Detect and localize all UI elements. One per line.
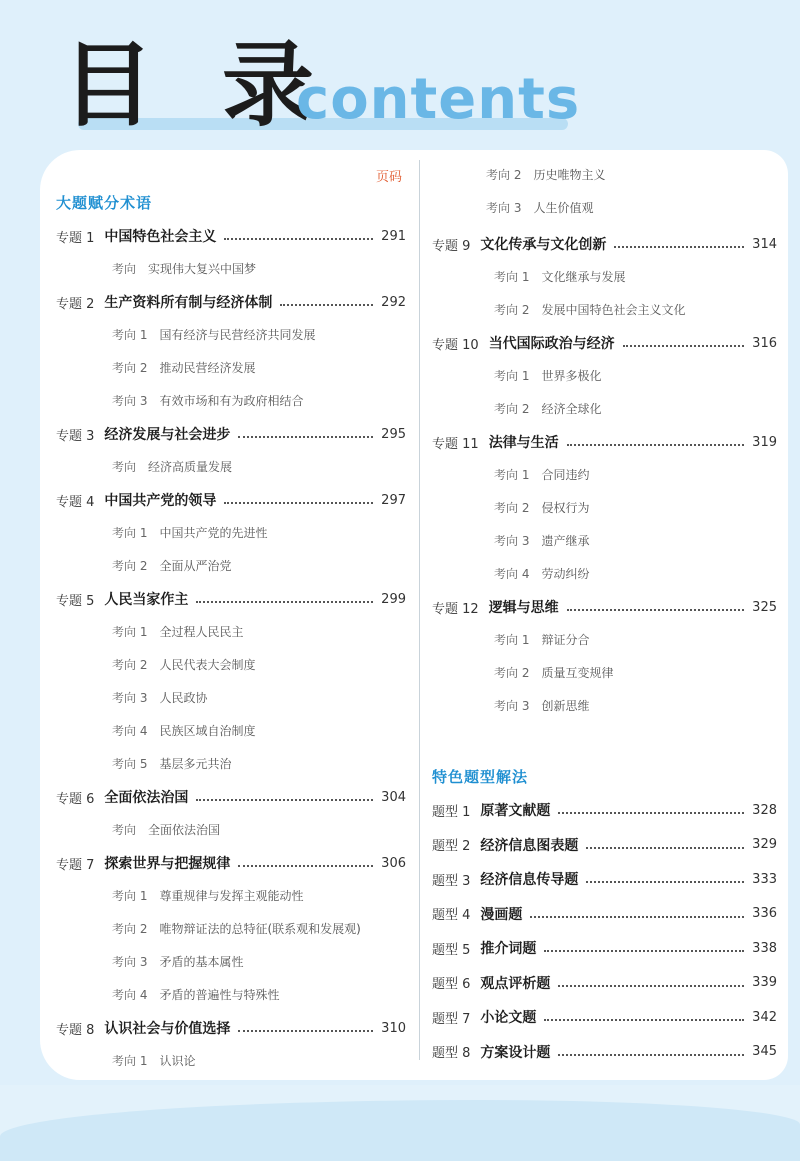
subtopic-number: 考向 2 bbox=[112, 921, 148, 936]
subtopic-entry[interactable] bbox=[494, 564, 589, 582]
subtopic-entry[interactable] bbox=[494, 300, 685, 318]
leader-dots bbox=[280, 304, 373, 306]
question-type-title: 经济信息传导题 bbox=[480, 872, 579, 888]
subtopic-number: 考向 3 bbox=[486, 200, 522, 215]
subtopic-entry[interactable] bbox=[494, 531, 589, 549]
subtopic-title: 民族区域自治制度 bbox=[159, 723, 256, 738]
page-number: 325 bbox=[752, 599, 777, 615]
subtopic-title: 劳动纠纷 bbox=[541, 566, 590, 581]
page-number: 339 bbox=[752, 975, 777, 990]
subtopic-title: 全面依法治国 bbox=[148, 822, 221, 837]
page-number: 342 bbox=[752, 1009, 777, 1025]
page-number-label: 页码 bbox=[376, 170, 403, 185]
subtopic-number: 考向 2 bbox=[486, 167, 522, 182]
topic-entry[interactable] bbox=[56, 226, 406, 246]
topic-number: 专题 5 bbox=[56, 593, 95, 609]
page-number: 304 bbox=[381, 789, 406, 805]
subtopic-title: 经济高质量发展 bbox=[148, 459, 233, 474]
page-number: 291 bbox=[381, 228, 406, 244]
subtopic-number: 考向 3 bbox=[112, 393, 148, 408]
question-type-title: 小论文题 bbox=[480, 1010, 537, 1026]
topic-title: 法律与生活 bbox=[488, 435, 559, 451]
subtopic-entry[interactable] bbox=[112, 919, 361, 937]
subtopic-title: 矛盾的普遍性与特殊性 bbox=[159, 987, 280, 1002]
question-type-number: 题型 4 bbox=[432, 908, 471, 923]
question-type-entry[interactable] bbox=[432, 904, 777, 924]
leader-dots bbox=[224, 238, 373, 240]
leader-dots bbox=[614, 246, 744, 248]
page-number: 310 bbox=[381, 1020, 406, 1036]
page-header bbox=[0, 0, 800, 170]
subtopic-number: 考向 1 bbox=[494, 467, 530, 482]
subtopic-entry[interactable] bbox=[112, 754, 231, 772]
subtopic-number: 考向 1 bbox=[112, 327, 148, 342]
page-number: 295 bbox=[381, 426, 406, 442]
subtopic-entry[interactable] bbox=[112, 886, 303, 904]
question-type-number: 题型 2 bbox=[432, 839, 471, 854]
subtopic-entry[interactable] bbox=[494, 696, 589, 714]
question-type-entry[interactable] bbox=[432, 835, 777, 855]
subtopic-number: 考向 1 bbox=[112, 1053, 148, 1068]
subtopic-title: 中国共产党的先进性 bbox=[159, 525, 268, 540]
subtopic-title: 发展中国特色社会主义文化 bbox=[541, 302, 686, 317]
subtopic-entry[interactable] bbox=[486, 165, 605, 183]
topic-entry[interactable] bbox=[432, 432, 777, 452]
topic-entry[interactable] bbox=[56, 490, 406, 510]
subtopic-entry[interactable] bbox=[112, 952, 243, 970]
leader-dots bbox=[544, 950, 744, 952]
subtopic-title: 唯物辩证法的总特征(联系观和发展观) bbox=[159, 921, 361, 936]
subtopic-entry[interactable] bbox=[112, 721, 255, 739]
question-type-title: 原著文献题 bbox=[480, 803, 551, 819]
leader-dots bbox=[567, 444, 744, 446]
subtopic-entry[interactable] bbox=[112, 655, 255, 673]
topic-title: 人民当家作主 bbox=[104, 592, 189, 608]
subtopic-title: 实现伟大复兴中国梦 bbox=[148, 261, 257, 276]
page-number: 297 bbox=[381, 492, 406, 508]
subtopic-number: 考向 bbox=[112, 459, 137, 474]
subtopic-entry[interactable] bbox=[494, 663, 613, 681]
leader-dots bbox=[558, 1054, 744, 1056]
subtopic-title: 历史唯物主义 bbox=[533, 167, 606, 182]
topic-number: 专题 12 bbox=[432, 601, 479, 617]
subtopic-entry[interactable] bbox=[112, 985, 279, 1003]
subtopic-title: 有效市场和有为政府相结合 bbox=[159, 393, 304, 408]
question-type-number: 题型 6 bbox=[432, 977, 471, 992]
subtopic-number: 考向 3 bbox=[112, 954, 148, 969]
subtopic-number: 考向 2 bbox=[494, 302, 530, 317]
subtopic-number: 考向 1 bbox=[112, 624, 148, 639]
topic-title: 经济发展与社会进步 bbox=[104, 427, 231, 443]
subtopic-title: 合同违约 bbox=[541, 467, 590, 482]
topic-entry[interactable] bbox=[56, 1018, 406, 1038]
leader-dots bbox=[238, 865, 373, 867]
question-type-title: 观点评析题 bbox=[480, 975, 551, 992]
subtopic-entry[interactable] bbox=[112, 820, 220, 838]
leader-dots bbox=[544, 1019, 744, 1021]
subtopic-entry[interactable] bbox=[112, 358, 255, 376]
subtopic-number: 考向 1 bbox=[112, 525, 148, 540]
section-title-question-types: 特色题型解法 bbox=[432, 768, 529, 786]
question-type-title: 漫画题 bbox=[480, 906, 523, 923]
subtopic-entry[interactable] bbox=[112, 622, 243, 640]
page-number: 329 bbox=[752, 837, 777, 852]
topic-number: 专题 3 bbox=[56, 428, 95, 444]
page-number: 314 bbox=[752, 236, 777, 252]
topic-number: 专题 1 bbox=[56, 230, 95, 246]
leader-dots bbox=[530, 916, 744, 918]
subtopic-title: 推动民营经济发展 bbox=[159, 360, 256, 375]
subtopic-number: 考向 5 bbox=[112, 756, 148, 771]
question-type-entry[interactable] bbox=[432, 1007, 777, 1027]
topic-entry[interactable] bbox=[432, 333, 777, 353]
question-type-entry[interactable] bbox=[432, 938, 777, 958]
leader-dots bbox=[196, 799, 373, 801]
subtopic-title: 世界多极化 bbox=[541, 368, 602, 383]
page-title-english: contents bbox=[296, 67, 581, 132]
subtopic-title: 经济全球化 bbox=[541, 401, 602, 416]
subtopic-title: 创新思维 bbox=[541, 698, 590, 713]
subtopic-title: 辩证分合 bbox=[541, 632, 590, 647]
subtopic-number: 考向 2 bbox=[112, 360, 148, 375]
subtopic-title: 基层多元共治 bbox=[159, 756, 232, 771]
topic-title: 中国共产党的领导 bbox=[104, 493, 217, 509]
subtopic-entry[interactable] bbox=[494, 267, 625, 285]
topic-number: 专题 6 bbox=[56, 791, 95, 807]
column-divider bbox=[419, 160, 420, 1060]
subtopic-title: 人生价值观 bbox=[533, 200, 594, 215]
question-type-title: 推介词题 bbox=[480, 941, 537, 957]
question-type-number: 题型 7 bbox=[432, 1011, 471, 1027]
topic-entry[interactable] bbox=[56, 292, 406, 312]
section-title-scoring-terms: 大题赋分术语 bbox=[56, 194, 153, 212]
leader-dots bbox=[238, 1030, 373, 1032]
subtopic-title: 侵权行为 bbox=[541, 500, 590, 515]
subtopic-entry[interactable] bbox=[494, 366, 601, 384]
subtopic-number: 考向 2 bbox=[494, 401, 530, 416]
subtopic-entry[interactable] bbox=[494, 399, 601, 417]
subtopic-number: 考向 4 bbox=[112, 987, 148, 1002]
page-number: 333 bbox=[752, 871, 777, 887]
subtopic-entry[interactable] bbox=[112, 259, 256, 277]
question-type-entry[interactable] bbox=[432, 869, 777, 889]
topic-number: 专题 2 bbox=[56, 296, 95, 312]
topic-number: 专题 7 bbox=[56, 857, 95, 873]
page-number: 292 bbox=[381, 294, 406, 310]
leader-dots bbox=[558, 985, 744, 987]
topic-number: 专题 11 bbox=[432, 436, 479, 452]
topic-title: 生产资料所有制与经济体制 bbox=[104, 295, 273, 311]
subtopic-number: 考向 1 bbox=[494, 269, 530, 284]
topic-title: 中国特色社会主义 bbox=[104, 229, 217, 245]
subtopic-number: 考向 1 bbox=[494, 632, 530, 647]
subtopic-number: 考向 1 bbox=[494, 368, 530, 383]
topic-number: 专题 4 bbox=[56, 494, 95, 510]
subtopic-title: 全面从严治党 bbox=[159, 558, 232, 573]
topic-entry[interactable] bbox=[56, 853, 406, 873]
subtopic-entry[interactable] bbox=[112, 523, 267, 541]
page-number: 328 bbox=[752, 802, 777, 818]
subtopic-title: 尊重规律与发挥主观能动性 bbox=[159, 888, 304, 903]
leader-dots bbox=[586, 847, 744, 849]
subtopic-number: 考向 2 bbox=[494, 500, 530, 515]
page-number: 299 bbox=[381, 591, 406, 607]
leader-dots bbox=[238, 436, 373, 438]
subtopic-entry[interactable] bbox=[494, 465, 589, 483]
topic-title: 探索世界与把握规律 bbox=[104, 856, 231, 872]
topic-entry[interactable] bbox=[56, 424, 406, 444]
question-type-entry[interactable] bbox=[432, 800, 777, 820]
page-number: 306 bbox=[381, 855, 406, 871]
page-number: 336 bbox=[752, 906, 777, 921]
subtopic-entry[interactable] bbox=[112, 1051, 195, 1069]
subtopic-entry[interactable] bbox=[112, 325, 315, 343]
subtopic-entry[interactable] bbox=[486, 198, 593, 216]
subtopic-title: 遗产继承 bbox=[541, 533, 590, 548]
leader-dots bbox=[623, 345, 744, 347]
leader-dots bbox=[586, 881, 744, 883]
page-number: 345 bbox=[752, 1044, 777, 1059]
question-type-entry[interactable] bbox=[432, 973, 777, 993]
subtopic-title: 文化继承与发展 bbox=[541, 269, 626, 284]
topic-title: 认识社会与价值选择 bbox=[104, 1021, 231, 1037]
topic-title: 全面依法治国 bbox=[104, 790, 189, 806]
subtopic-number: 考向 2 bbox=[494, 665, 530, 680]
topic-entry[interactable] bbox=[432, 234, 777, 254]
page-number: 338 bbox=[752, 940, 777, 956]
question-type-title: 方案设计题 bbox=[480, 1044, 551, 1061]
subtopic-entry[interactable] bbox=[112, 391, 303, 409]
subtopic-number: 考向 3 bbox=[494, 698, 530, 713]
subtopic-entry[interactable] bbox=[112, 556, 231, 574]
subtopic-title: 人民代表大会制度 bbox=[159, 657, 256, 672]
question-type-number: 题型 8 bbox=[432, 1046, 471, 1061]
subtopic-number: 考向 4 bbox=[494, 566, 530, 581]
subtopic-title: 质量互变规律 bbox=[541, 665, 614, 680]
leader-dots bbox=[567, 609, 744, 611]
page-title-chinese: 目 录 bbox=[62, 32, 333, 139]
question-type-number: 题型 3 bbox=[432, 873, 471, 889]
subtopic-title: 人民政协 bbox=[159, 690, 208, 705]
leader-dots bbox=[196, 601, 373, 603]
subtopic-number: 考向 bbox=[112, 261, 137, 276]
page-number: 316 bbox=[752, 335, 777, 351]
subtopic-entry[interactable] bbox=[494, 498, 589, 516]
subtopic-number: 考向 4 bbox=[112, 723, 148, 738]
question-type-number: 题型 5 bbox=[432, 942, 471, 958]
subtopic-title: 全过程人民民主 bbox=[159, 624, 244, 639]
topic-entry[interactable] bbox=[56, 787, 406, 807]
topic-number: 专题 9 bbox=[432, 238, 471, 254]
topic-entry[interactable] bbox=[56, 589, 406, 609]
topic-number: 专题 8 bbox=[56, 1022, 95, 1038]
question-type-title: 经济信息图表题 bbox=[480, 837, 579, 854]
topic-title: 逻辑与思维 bbox=[488, 600, 559, 616]
subtopic-entry[interactable] bbox=[112, 688, 207, 706]
subtopic-number: 考向 2 bbox=[112, 558, 148, 573]
page-number: 319 bbox=[752, 434, 777, 450]
subtopic-number: 考向 3 bbox=[112, 690, 148, 705]
subtopic-number: 考向 bbox=[112, 822, 137, 837]
subtopic-title: 国有经济与民营经济共同发展 bbox=[159, 327, 316, 342]
leader-dots bbox=[224, 502, 373, 504]
question-type-number: 题型 1 bbox=[432, 804, 471, 820]
subtopic-title: 认识论 bbox=[159, 1053, 196, 1068]
subtopic-entry[interactable] bbox=[112, 457, 232, 475]
topic-entry[interactable] bbox=[432, 597, 777, 617]
subtopic-number: 考向 3 bbox=[494, 533, 530, 548]
subtopic-entry[interactable] bbox=[494, 630, 589, 648]
question-type-entry[interactable] bbox=[432, 1042, 777, 1062]
subtopic-number: 考向 1 bbox=[112, 888, 148, 903]
topic-title: 当代国际政治与经济 bbox=[488, 336, 615, 352]
subtopic-number: 考向 2 bbox=[112, 657, 148, 672]
topic-number: 专题 10 bbox=[432, 337, 479, 353]
subtopic-title: 矛盾的基本属性 bbox=[159, 954, 244, 969]
topic-title: 文化传承与文化创新 bbox=[480, 237, 607, 253]
leader-dots bbox=[558, 812, 744, 814]
